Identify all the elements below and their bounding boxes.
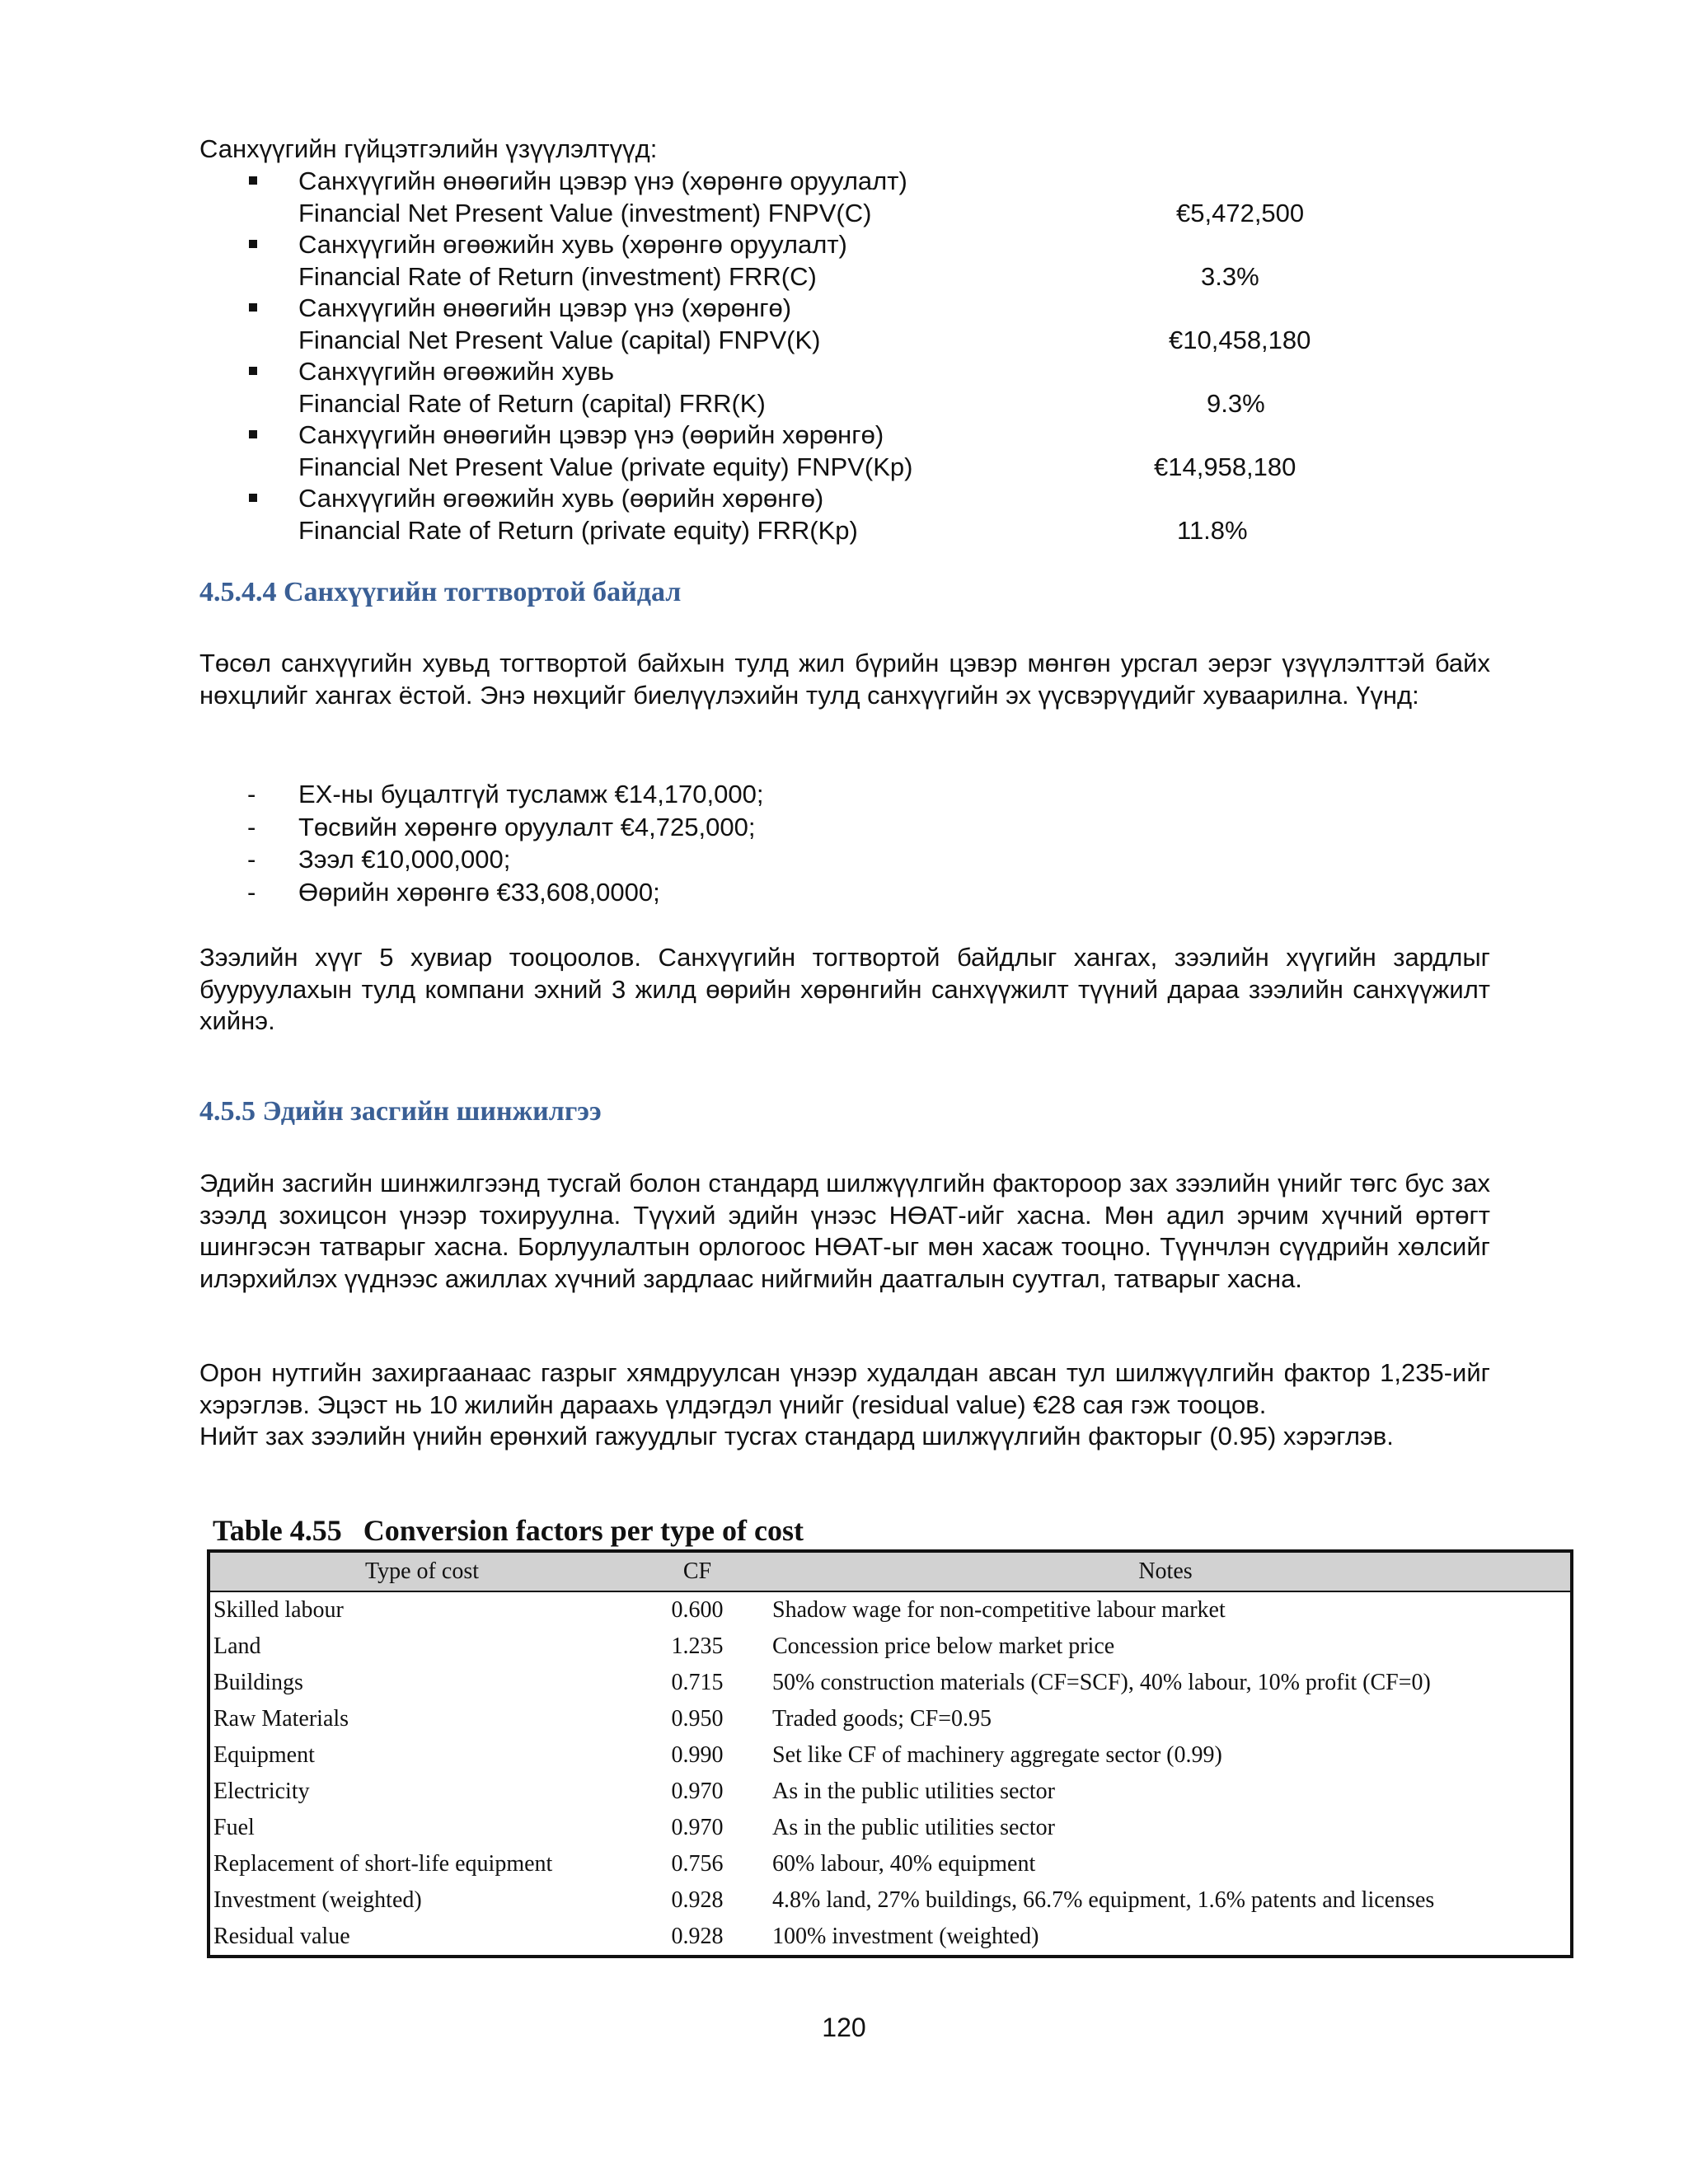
table-row [209, 1810, 1572, 1846]
cell-cf: 0.756 [671, 1851, 724, 1877]
bullet-icon [249, 367, 257, 375]
indicator-value: €5,472,500 [1176, 198, 1305, 227]
cell-type: Fuel [213, 1815, 255, 1840]
indicator-item [199, 325, 1403, 357]
table-row [209, 1591, 1572, 1629]
loan-interest-paragraph: Зээлийн хүүг 5 хувиар тооцоолов. Санхүүгийн тогтвортой байдлыг хангах, зээлийн хүүгийн зардлыг бууруулахын тулд компани эхний 3 жилд өөрийн хөрөнгийн санхүүжилт түүний дараа зээлийн санхүүжилт хийнэ. [199, 943, 1490, 1035]
section-heading-economic-analysis: 4.5.5 Эдийн засгийн шинжилгээ [199, 1096, 602, 1127]
cell-cf: 0.600 [671, 1597, 724, 1623]
indicator-label-en: Financial Rate of Return (investment) FRR(C) [298, 261, 817, 291]
indicator-item [199, 356, 1403, 388]
header-type: Type of cost [209, 1551, 634, 1591]
table-row [209, 1737, 1572, 1774]
cell-cf: 0.970 [671, 1779, 724, 1804]
indicator-value: €14,958,180 [1154, 452, 1296, 481]
header-cf: CF [634, 1551, 761, 1591]
cell-note: Concession price below market price [772, 1633, 1115, 1659]
indicator-item [199, 515, 1403, 547]
cell-type: Equipment [213, 1742, 315, 1768]
indicator-label-mn: Санхүүгийн өгөөжийн хувь [298, 357, 615, 386]
table-row [209, 1629, 1572, 1665]
table-row [209, 1774, 1572, 1810]
cell-note: As in the public utilities sector [772, 1779, 1055, 1804]
economic-analysis-paragraph: Эдийн засгийн шинжилгээнд тусгай болон стандард шилжүүлгийн фактороор зах зээлийн үнийг төгс бус зах зээлд зохицсон үнээр тохируулна. Түүхий эдийн үнээс НӨАТ-ийг хасна. Мөн адил эрчим хүчний өртөгт шингэсэн татварыг хасна. Борлуулалтын орлогоос НӨАТ-ыг мөн хасаж тооцно. Түүнчлэн сүүдрийн хөлсийг илэрхийлэх үүднээс ажиллах хүчний зардлаас нийгмийн даатгалын суутгал, татварыг хасна. [199, 1169, 1490, 1293]
indicator-label-en: Financial Net Present Value (capital) FNPV(K) [298, 325, 821, 354]
table-row [209, 1665, 1572, 1701]
table-row [209, 1846, 1572, 1882]
indicator-label-mn: Санхүүгийн өгөөжийн хувь (өөрийн хөрөнгө) [298, 484, 824, 513]
bullet-icon [249, 176, 257, 185]
sustainability-paragraph: Төсөл санхүүгийн хувьд тогтвортой байхын тулд жил бүрийн цэвэр мөнгөн урсгал эерэг үзүүлэлттэй байх нөхцлийг хангах ёстой. Энэ нөхцийг биелүүлэхийн тулд санхүүгийн эх үүсвэрүүдийг хуваарилна. Үүнд: [199, 649, 1490, 710]
indicator-list [199, 166, 1403, 546]
bullet-icon [249, 240, 257, 248]
cell-note: As in the public utilities sector [772, 1815, 1055, 1840]
indicator-label-en: Financial Net Present Value (investment) FNPV(C) [298, 198, 872, 227]
page-number: 120 [822, 2013, 866, 2042]
table-number: Table 4.55 [213, 1514, 342, 1547]
indicator-value: 3.3% [1201, 261, 1259, 291]
cell-type: Raw Materials [213, 1706, 349, 1732]
cell-type: Land [213, 1633, 261, 1659]
table-header-row [209, 1551, 1572, 1591]
header-notes: Notes [761, 1551, 1572, 1591]
table-row [209, 1919, 1572, 1957]
indicator-value: 11.8% [1177, 515, 1248, 545]
cell-type: Electricity [213, 1779, 310, 1804]
indicator-item [199, 388, 1403, 420]
indicator-value: €10,458,180 [1169, 325, 1311, 354]
bullet-icon [249, 430, 257, 438]
conversion-factors-table [207, 1549, 1573, 1958]
cell-type: Replacement of short-life equipment [213, 1851, 553, 1877]
cell-cf: 0.950 [671, 1706, 724, 1732]
indicator-label-en: Financial Rate of Return (private equity) FRR(Kp) [298, 515, 858, 545]
cell-type: Buildings [213, 1670, 303, 1695]
cell-cf: 0.928 [671, 1887, 724, 1913]
indicator-item [199, 293, 1403, 325]
cell-type: Skilled labour [213, 1597, 344, 1623]
conversion-factor-paragraph: Орон нутгийн захиргаанаас газрыг хямдруулсан үнээр худалдан авсан тул шилжүүлгийн фактор 1,235-ийг хэрэглэв. Эцэст нь 10 жилийн дараахь үлдэгдэл үнийг (residual value) €28 сая гэж тооцов. Нийт зах зээлийн үнийн ерөнхий гажуудлыг тусгах стандард шилжүүлгийн факторыг (0.95) хэрэглэв. [199, 1358, 1490, 1451]
indicator-item [199, 166, 1403, 198]
table-row [209, 1701, 1572, 1737]
bullet-icon [249, 494, 257, 502]
indicator-label-mn: Санхүүгийн өнөөгийн цэвэр үнэ (хөрөнгө) [298, 293, 792, 322]
indicator-item [199, 483, 1403, 515]
cell-note: 100% investment (weighted) [772, 1924, 1039, 1949]
cell-note: 60% labour, 40% equipment [772, 1851, 1036, 1877]
table-row [209, 1882, 1572, 1919]
cell-note: 4.8% land, 27% buildings, 66.7% equipment, 1.6% patents and licenses [772, 1887, 1435, 1913]
indicator-item [199, 261, 1403, 293]
section-heading-financial-sustainability: 4.5.4.4 Санхүүгийн тогтвортой байдал [199, 577, 682, 607]
cell-note: Set like CF of machinery aggregate sector (0.99) [772, 1742, 1222, 1768]
cell-note: Traded goods; CF=0.95 [772, 1706, 992, 1732]
indicator-item [199, 419, 1403, 452]
indicator-label-mn: Санхүүгийн өгөөжийн хувь (хөрөнгө оруулалт) [298, 230, 847, 259]
cell-type: Investment (weighted) [213, 1887, 422, 1913]
indicator-item [199, 452, 1403, 484]
indicators-intro: Санхүүгийн гүйцэтгэлийн үзүүлэлтүүд: [199, 134, 658, 163]
cell-cf: 0.990 [671, 1742, 724, 1768]
indicator-item [199, 229, 1403, 261]
bullet-icon [249, 303, 257, 312]
indicator-label-en: Financial Net Present Value (private equity) FNPV(Kp) [298, 452, 913, 481]
cell-note: 50% construction materials (CF=SCF), 40% labour, 10% profit (CF=0) [772, 1670, 1431, 1695]
indicator-label-en: Financial Rate of Return (capital) FRR(K) [298, 388, 766, 418]
cell-type: Residual value [213, 1924, 350, 1949]
indicator-label-mn: Санхүүгийн өнөөгийн цэвэр үнэ (өөрийн хөрөнгө) [298, 420, 884, 449]
indicator-label-mn: Санхүүгийн өнөөгийн цэвэр үнэ (хөрөнгө оруулалт) [298, 166, 907, 195]
cell-cf: 0.715 [671, 1670, 724, 1695]
indicator-item [199, 198, 1403, 230]
cell-cf: 0.928 [671, 1924, 724, 1949]
cell-note: Shadow wage for non-competitive labour market [772, 1597, 1226, 1623]
indicator-value: 9.3% [1207, 388, 1265, 418]
table-title: Conversion factors per type of cost [363, 1514, 804, 1547]
cell-cf: 0.970 [671, 1815, 724, 1840]
table-caption [213, 1513, 804, 1548]
cell-cf: 1.235 [671, 1633, 724, 1659]
